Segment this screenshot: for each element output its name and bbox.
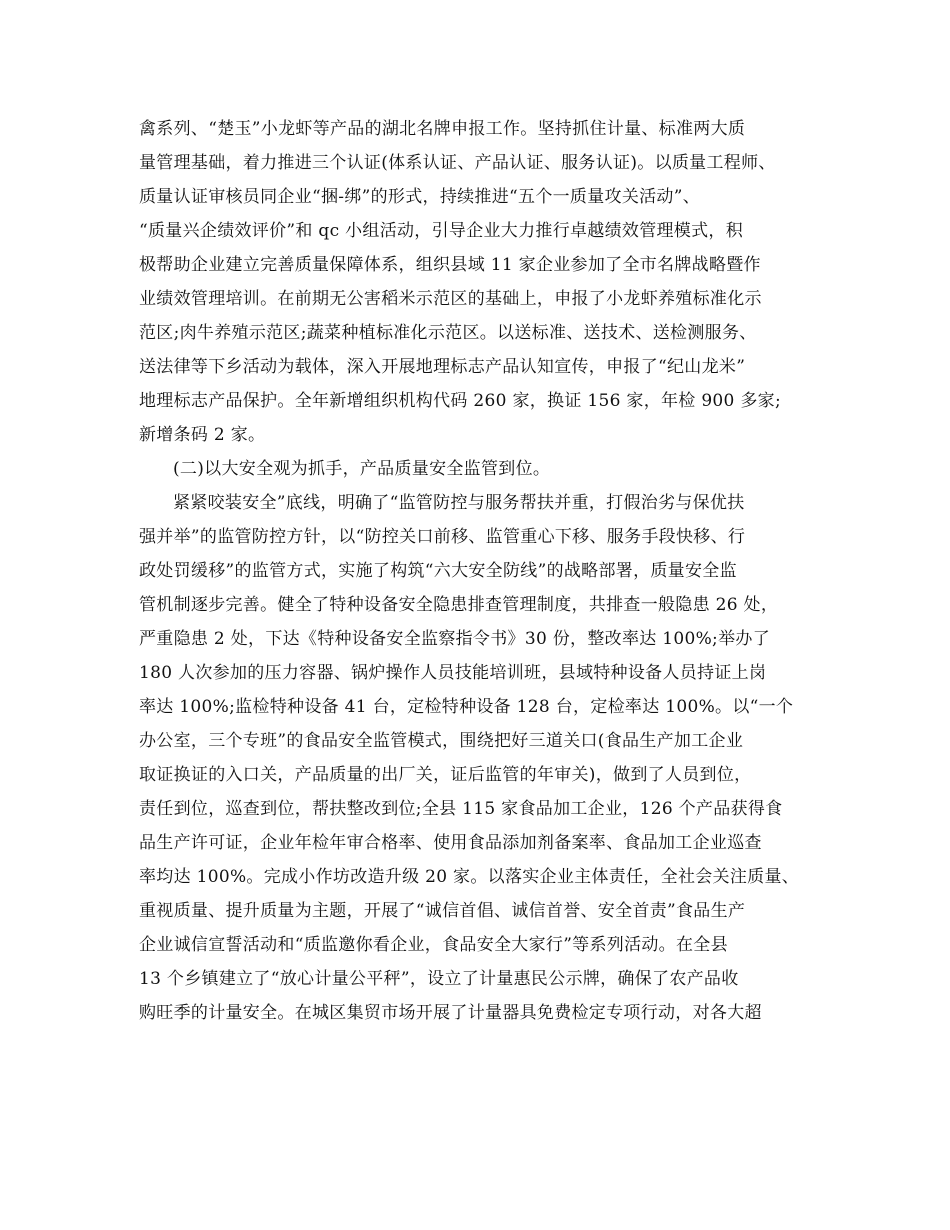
text-line: 率均达 100%。完成小作坊改造升级 20 家。以落实企业主体责任，全社会关注质量、 — [139, 867, 800, 887]
text-line: “质量兴企绩效评价”和 qc 小组活动，引导企业大力推行卓越绩效管理模式，积 — [139, 221, 743, 241]
text-line: 业绩效管理培训。在前期无公害稻米示范区的基础上，申报了小龙虾养殖标准化示 — [139, 289, 762, 309]
text-line: 率达 100%;监检特种设备 41 台，定检特种设备 128 台，定检率达 100%。以“一个 — [139, 697, 794, 717]
text-line: 禽系列、“楚玉”小龙虾等产品的湖北名牌申报工作。坚持抓住计量、标准两大质 — [139, 119, 746, 139]
text-line: 质量认证审核员同企业“捆-绑”的形式，持续推进“五个一质量攻关活动”、 — [139, 187, 701, 207]
body-text — [139, 112, 829, 1030]
text-line: 极帮助企业建立完善质量保障体系，组织县域 11 家企业参加了全市名牌战略暨作 — [139, 255, 761, 275]
text-line: 企业诚信宣誓活动和“质监邀你看企业，食品安全大家行”等系列活动。在全县 — [139, 935, 728, 955]
text-line: 地理标志产品保护。全年新增组织机构代码 260 家，换证 156 家，年检 900 多家; — [139, 391, 781, 411]
text-line: 取证换证的入口关，产品质量的出厂关，证后监管的年审关)，做到了人员到位， — [139, 765, 752, 785]
text-line: 管机制逐步完善。健全了特种设备安全隐患排查管理制度，共排查一般隐患 26 处， — [139, 595, 779, 615]
text-line: 13 个乡镇建立了“放心计量公平秤”，设立了计量惠民公示牌，确保了农产品收 — [139, 969, 739, 989]
text-line: 范区;肉牛养殖示范区;蔬菜种植标准化示范区。以送标准、送技术、送检测服务、 — [139, 323, 757, 343]
text-line: 新增条码 2 家。 — [139, 425, 266, 445]
text-line: 送法律等下乡活动为载体，深入开展地理标志产品认知宣传，申报了“纪山龙米” — [139, 357, 746, 377]
text-line: 购旺季的计量安全。在城区集贸市场开展了计量器具免费检定专项行动，对各大超 — [139, 1003, 762, 1023]
text-line: 办公室，三个专班”的食品安全监管模式，围绕把好三道关口(食品生产加工企业 — [139, 731, 744, 751]
text-line: 量管理基础，着力推进三个认证(体系认证、产品认证、服务认证)。以质量工程师、 — [139, 153, 776, 173]
text-line: 严重隐患 2 处，下达《特种设备安全监察指令书》30 份，整改率达 100%;举办了 — [139, 629, 770, 649]
text-line: 重视质量、提升质量为主题，开展了“诚信首倡、诚信首誉、安全首责”食品生产 — [139, 901, 746, 921]
text-line: 责任到位，巡查到位，帮扶整改到位;全县 115 家食品加工企业，126 个产品获得食 — [139, 799, 783, 819]
text-line: 180 人次参加的压力容器、锅炉操作人员技能培训班，县域特种设备人员持证上岗 — [139, 663, 767, 683]
text-line: 紧紧咬装安全”底线，明确了“监管防控与服务帮扶并重，打假治劣与保优扶 — [173, 493, 745, 513]
text-line: 政处罚缓移”的监管方式，实施了构筑“六大安全防线”的战略部署，质量安全监 — [139, 561, 737, 581]
text-line: 品生产许可证，企业年检年审合格率、使用食品添加剂备案率、食品加工企业巡查 — [139, 833, 762, 853]
text-line: 强并举”的监管防控方针，以“防控关口前移、监管重心下移、服务手段快移、行 — [139, 527, 746, 547]
section-heading: (二)以大安全观为抓手，产品质量安全监管到位。 — [173, 459, 551, 479]
